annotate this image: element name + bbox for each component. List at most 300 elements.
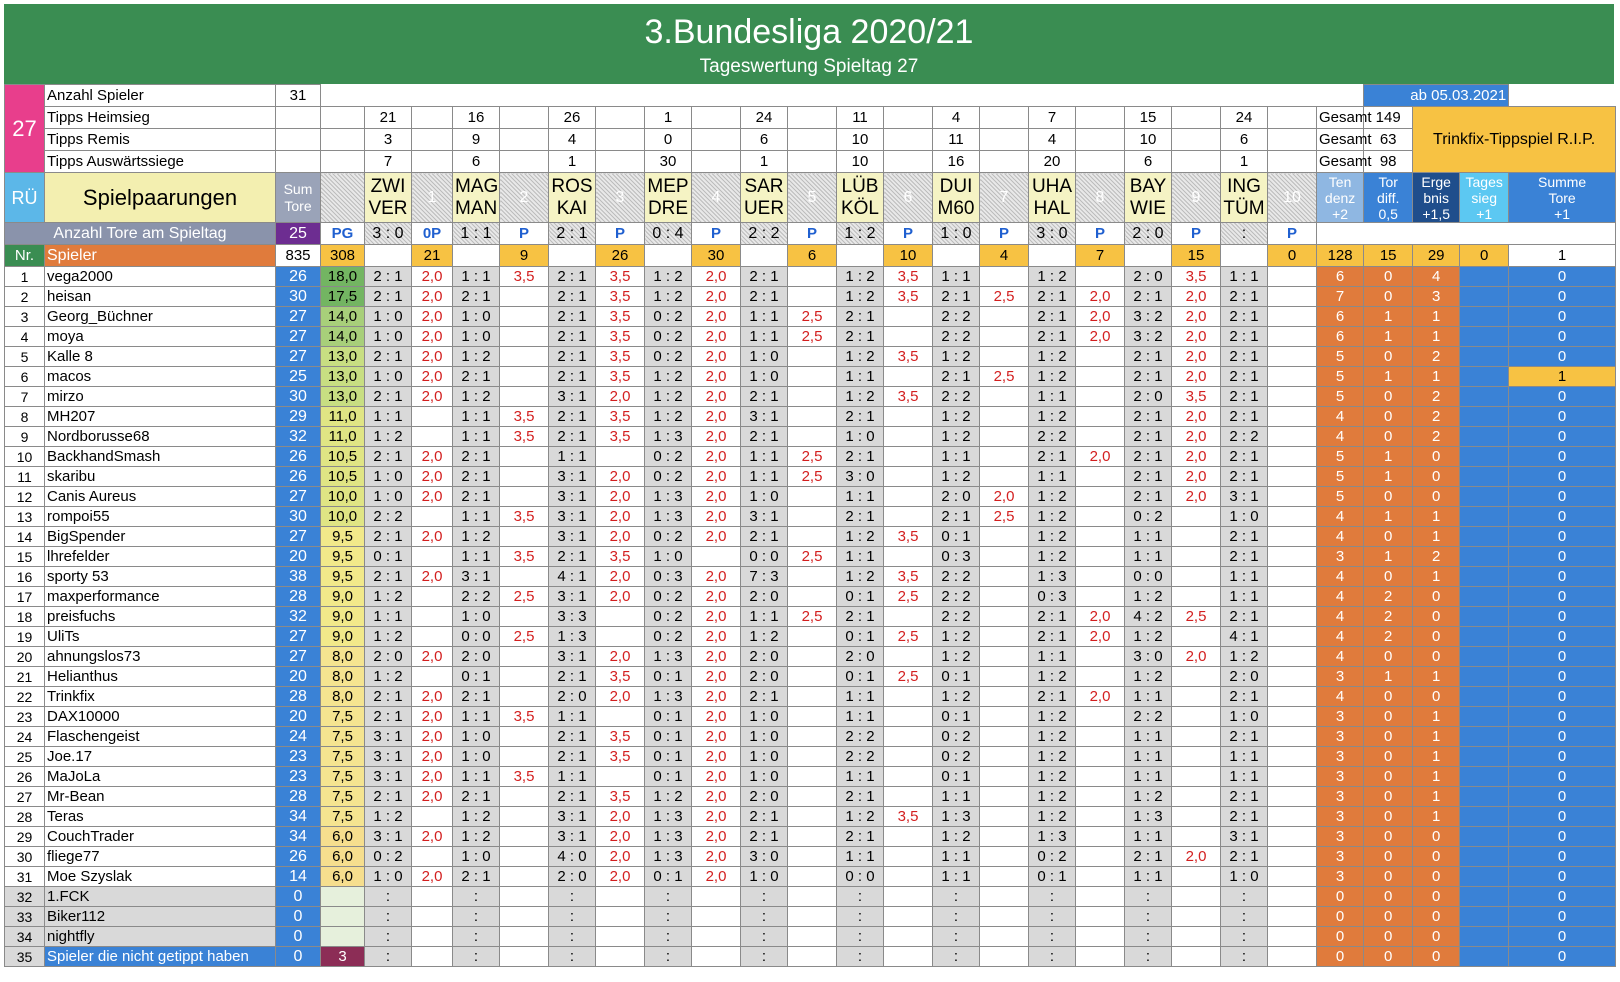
player-points bbox=[412, 807, 453, 827]
player-points: 2,0 bbox=[1076, 287, 1125, 307]
player-tip: 2 : 1 bbox=[741, 527, 788, 547]
player-bonus: 3 bbox=[1317, 787, 1364, 807]
tipps-value: 11 bbox=[933, 129, 980, 151]
player-bonus: 0 bbox=[1509, 307, 1616, 327]
player-tip: 2 : 1 bbox=[933, 507, 980, 527]
blank bbox=[1172, 151, 1221, 173]
player-bonus: 1 bbox=[1413, 367, 1460, 387]
player-points bbox=[788, 347, 837, 367]
player-points bbox=[980, 727, 1029, 747]
player-bonus: 3 bbox=[1317, 827, 1364, 847]
player-tip: 2 : 1 bbox=[365, 447, 412, 467]
blank bbox=[1172, 129, 1221, 151]
player-tip: 1 : 0 bbox=[741, 347, 788, 367]
player-points: 3,5 bbox=[596, 327, 645, 347]
player-bonus: 0 bbox=[1509, 447, 1616, 467]
player-tip: 1 : 0 bbox=[741, 767, 788, 787]
player-points bbox=[1268, 467, 1317, 487]
match-points-total: 15 bbox=[1172, 245, 1221, 267]
table-row bbox=[5, 387, 1616, 407]
player-tip: 0 : 1 bbox=[933, 667, 980, 687]
match-header bbox=[549, 173, 596, 223]
blank bbox=[276, 107, 321, 129]
away-team: DRE bbox=[647, 197, 689, 219]
player-points bbox=[1268, 347, 1317, 367]
player-tip: 1 : 1 bbox=[453, 707, 500, 727]
player-pg: 10,0 bbox=[321, 507, 365, 527]
player-tip: 2 : 1 bbox=[1029, 687, 1076, 707]
player-points bbox=[788, 807, 837, 827]
player-points: 2,0 bbox=[692, 467, 741, 487]
player-bonus: 0 bbox=[1509, 527, 1616, 547]
table-row bbox=[5, 85, 1616, 107]
player-points bbox=[412, 947, 453, 967]
blank bbox=[500, 129, 549, 151]
match-points-total: 6 bbox=[788, 245, 837, 267]
player-tip: 2 : 0 bbox=[549, 867, 596, 887]
player-tip: 1 : 0 bbox=[365, 307, 412, 327]
player-points: 2,0 bbox=[596, 827, 645, 847]
page-title: 3.Bundesliga 2020/21 bbox=[644, 13, 974, 51]
player-points: 2,5 bbox=[980, 367, 1029, 387]
player-points bbox=[1268, 767, 1317, 787]
player-bonus: 2 bbox=[1364, 627, 1413, 647]
match-header bbox=[933, 173, 980, 223]
player-name: macos bbox=[45, 367, 276, 387]
player-tip: 2 : 1 bbox=[365, 687, 412, 707]
player-points bbox=[1268, 327, 1317, 347]
player-tip: : bbox=[1125, 907, 1172, 927]
player-name: Biker112 bbox=[45, 907, 276, 927]
player-rank: 20 bbox=[5, 647, 45, 667]
player-points bbox=[884, 407, 933, 427]
points-marker: P bbox=[596, 223, 645, 245]
player-bonus bbox=[1460, 787, 1509, 807]
player-points: 2,0 bbox=[1172, 427, 1221, 447]
player-tip: 1 : 0 bbox=[453, 307, 500, 327]
player-points: 2,0 bbox=[1172, 347, 1221, 367]
player-rank: 35 bbox=[5, 947, 45, 967]
player-points bbox=[596, 947, 645, 967]
player-points bbox=[1076, 507, 1125, 527]
match-header bbox=[365, 173, 412, 223]
player-tip: : bbox=[837, 927, 884, 947]
player-points bbox=[596, 627, 645, 647]
player-bonus bbox=[1460, 507, 1509, 527]
player-points bbox=[1172, 807, 1221, 827]
player-pg: 13,0 bbox=[321, 347, 365, 367]
player-pg: 8,0 bbox=[321, 687, 365, 707]
player-points: 2,0 bbox=[692, 667, 741, 687]
player-tip: 3 : 1 bbox=[549, 807, 596, 827]
blank bbox=[412, 107, 453, 129]
player-bonus: 1 bbox=[1364, 307, 1413, 327]
player-tip: 1 : 2 bbox=[365, 627, 412, 647]
player-bonus: 6 bbox=[1317, 327, 1364, 347]
player-tip: 2 : 1 bbox=[549, 747, 596, 767]
player-points: 2,0 bbox=[692, 687, 741, 707]
player-points bbox=[500, 907, 549, 927]
player-bonus: 0 bbox=[1317, 927, 1364, 947]
table-row bbox=[5, 327, 1616, 347]
player-tip: 3 : 1 bbox=[741, 407, 788, 427]
player-tip: 2 : 1 bbox=[1221, 547, 1268, 567]
player-points bbox=[788, 507, 837, 527]
player-points: 2,0 bbox=[1172, 647, 1221, 667]
player-name: skaribu bbox=[45, 467, 276, 487]
player-points bbox=[596, 767, 645, 787]
player-bonus: 4 bbox=[1317, 567, 1364, 587]
player-points bbox=[500, 807, 549, 827]
player-tip: 1 : 1 bbox=[1125, 547, 1172, 567]
player-tip: 1 : 3 bbox=[645, 487, 692, 507]
player-name: Joe.17 bbox=[45, 747, 276, 767]
player-sum-tore: 30 bbox=[276, 387, 321, 407]
player-tip: 2 : 1 bbox=[741, 267, 788, 287]
page-subtitle: Tageswertung Spieltag 27 bbox=[699, 56, 919, 77]
tipps-label: Tipps Remis bbox=[45, 129, 276, 151]
player-sum-tore: 27 bbox=[276, 347, 321, 367]
player-points: 2,0 bbox=[412, 387, 453, 407]
player-name: Helianthus bbox=[45, 667, 276, 687]
player-bonus: 3 bbox=[1317, 767, 1364, 787]
blank bbox=[1317, 223, 1616, 245]
player-points: 3,5 bbox=[500, 767, 549, 787]
blank bbox=[321, 107, 365, 129]
player-tip: 0 : 0 bbox=[741, 547, 788, 567]
player-points: 2,0 bbox=[692, 747, 741, 767]
player-name: Canis Aureus bbox=[45, 487, 276, 507]
table-row bbox=[5, 287, 1616, 307]
player-tip: 1 : 2 bbox=[1221, 647, 1268, 667]
player-bonus: 0 bbox=[1509, 707, 1616, 727]
player-points: 3,5 bbox=[596, 547, 645, 567]
blank bbox=[1172, 107, 1221, 129]
player-pg bbox=[321, 907, 365, 927]
bonus-header-line: Tor bbox=[1378, 173, 1398, 190]
match-points-total: 30 bbox=[692, 245, 741, 267]
tipps-value: 24 bbox=[1221, 107, 1268, 129]
player-name: nightfly bbox=[45, 927, 276, 947]
player-tip: 1 : 1 bbox=[741, 607, 788, 627]
player-points bbox=[884, 787, 933, 807]
player-tip: : bbox=[453, 907, 500, 927]
player-tip: 2 : 1 bbox=[837, 827, 884, 847]
player-points bbox=[1172, 587, 1221, 607]
player-bonus: 0 bbox=[1364, 727, 1413, 747]
player-bonus: 5 bbox=[1317, 387, 1364, 407]
player-points bbox=[788, 567, 837, 587]
match-result: 2 : 0 bbox=[1125, 223, 1172, 245]
player-tip: 0 : 3 bbox=[645, 567, 692, 587]
player-tip: 0 : 1 bbox=[645, 767, 692, 787]
player-pg: 13,0 bbox=[321, 387, 365, 407]
blank bbox=[1076, 129, 1125, 151]
player-tip: 2 : 1 bbox=[1029, 287, 1076, 307]
player-points bbox=[1076, 267, 1125, 287]
player-points bbox=[692, 927, 741, 947]
player-pg: 10,0 bbox=[321, 487, 365, 507]
player-points bbox=[1268, 907, 1317, 927]
player-tip: 1 : 1 bbox=[1221, 767, 1268, 787]
player-tip: 3 : 1 bbox=[741, 507, 788, 527]
player-tip: : bbox=[741, 927, 788, 947]
gesamt-label: Gesamt bbox=[1317, 107, 1364, 129]
player-bonus bbox=[1460, 887, 1509, 907]
player-points bbox=[788, 827, 837, 847]
player-points bbox=[788, 867, 837, 887]
player-tip: 2 : 1 bbox=[549, 407, 596, 427]
blank bbox=[741, 245, 788, 267]
player-points bbox=[1268, 287, 1317, 307]
player-bonus bbox=[1460, 847, 1509, 867]
spielpaarungen-header: Spielpaarungen bbox=[45, 173, 276, 223]
blank bbox=[980, 129, 1029, 151]
player-points: 2,0 bbox=[692, 487, 741, 507]
player-tip: 1 : 2 bbox=[933, 407, 980, 427]
player-tip: 0 : 2 bbox=[1029, 847, 1076, 867]
player-bonus: 0 bbox=[1509, 467, 1616, 487]
player-points: 3,5 bbox=[596, 347, 645, 367]
player-points bbox=[1076, 727, 1125, 747]
player-tip: 1 : 2 bbox=[741, 627, 788, 647]
player-points bbox=[980, 587, 1029, 607]
hatch bbox=[321, 173, 365, 223]
player-points bbox=[788, 687, 837, 707]
away-team: WIE bbox=[1130, 197, 1166, 219]
player-tip: 1 : 2 bbox=[933, 827, 980, 847]
table-row bbox=[5, 427, 1616, 447]
bonus-total: 128 bbox=[1317, 245, 1364, 267]
player-tip: : bbox=[1125, 887, 1172, 907]
table-row bbox=[5, 887, 1616, 907]
player-tip: 2 : 1 bbox=[1221, 847, 1268, 867]
player-tip: 2 : 0 bbox=[1125, 387, 1172, 407]
player-points: 2,5 bbox=[788, 327, 837, 347]
player-points: 3,5 bbox=[500, 267, 549, 287]
player-bonus: 4 bbox=[1317, 687, 1364, 707]
player-points bbox=[1268, 507, 1317, 527]
player-pg: 7,5 bbox=[321, 727, 365, 747]
player-points: 2,0 bbox=[596, 807, 645, 827]
player-points bbox=[1268, 307, 1317, 327]
player-tip: 2 : 1 bbox=[1221, 307, 1268, 327]
player-tip: 1 : 2 bbox=[1029, 507, 1076, 527]
player-tip: 1 : 3 bbox=[1029, 567, 1076, 587]
player-bonus: 2 bbox=[1364, 587, 1413, 607]
table-row bbox=[5, 827, 1616, 847]
player-tip: 2 : 1 bbox=[1221, 727, 1268, 747]
player-points bbox=[884, 927, 933, 947]
gesamt-value: 149 bbox=[1364, 107, 1413, 129]
player-points bbox=[1172, 527, 1221, 547]
blank bbox=[692, 107, 741, 129]
player-tip: : bbox=[453, 887, 500, 907]
tipps-value: 6 bbox=[741, 129, 788, 151]
player-points bbox=[1172, 507, 1221, 527]
player-tip: 2 : 1 bbox=[1221, 387, 1268, 407]
tore-total: 25 bbox=[276, 223, 321, 245]
player-bonus: 1 bbox=[1413, 527, 1460, 547]
match-number: 8 bbox=[1076, 173, 1125, 223]
player-rank: 31 bbox=[5, 867, 45, 887]
player-points bbox=[500, 527, 549, 547]
player-tip: 3 : 0 bbox=[837, 467, 884, 487]
player-points: 2,0 bbox=[692, 587, 741, 607]
player-points bbox=[412, 407, 453, 427]
player-tip: 1 : 1 bbox=[453, 267, 500, 287]
tipps-value: 1 bbox=[1221, 151, 1268, 173]
player-tip: 3 : 1 bbox=[549, 507, 596, 527]
player-points: 2,0 bbox=[692, 527, 741, 547]
spieltag-badge: 27 bbox=[5, 85, 45, 173]
player-tip: 2 : 1 bbox=[741, 687, 788, 707]
player-bonus bbox=[1460, 667, 1509, 687]
player-rank: 17 bbox=[5, 587, 45, 607]
player-tip: 1 : 2 bbox=[1125, 667, 1172, 687]
player-name: moya bbox=[45, 327, 276, 347]
player-rank: 25 bbox=[5, 747, 45, 767]
player-tip: 1 : 1 bbox=[1221, 567, 1268, 587]
player-points bbox=[1268, 687, 1317, 707]
player-points bbox=[500, 287, 549, 307]
player-points: 2,0 bbox=[692, 507, 741, 527]
player-tip: 2 : 1 bbox=[1125, 287, 1172, 307]
player-bonus: 0 bbox=[1364, 647, 1413, 667]
player-points bbox=[1172, 887, 1221, 907]
player-points bbox=[1172, 867, 1221, 887]
player-name: mirzo bbox=[45, 387, 276, 407]
player-tip: 1 : 0 bbox=[453, 847, 500, 867]
player-points: 2,0 bbox=[692, 827, 741, 847]
player-tip: 2 : 1 bbox=[365, 387, 412, 407]
player-bonus bbox=[1460, 807, 1509, 827]
player-tip: 1 : 2 bbox=[933, 687, 980, 707]
player-bonus: 5 bbox=[1317, 347, 1364, 367]
player-points bbox=[788, 927, 837, 947]
player-points bbox=[1268, 387, 1317, 407]
table-row bbox=[5, 347, 1616, 367]
player-tip: 1 : 2 bbox=[837, 267, 884, 287]
player-tip: 1 : 1 bbox=[741, 307, 788, 327]
player-points bbox=[884, 947, 933, 967]
player-bonus: 0 bbox=[1413, 887, 1460, 907]
player-tip: : bbox=[365, 887, 412, 907]
table-row bbox=[5, 567, 1616, 587]
bonus-header-line: Erge bbox=[1421, 173, 1451, 190]
match-points-total: 4 bbox=[980, 245, 1029, 267]
player-name: fliege77 bbox=[45, 847, 276, 867]
player-pg: 8,0 bbox=[321, 647, 365, 667]
player-tip: 2 : 1 bbox=[453, 287, 500, 307]
player-points: 2,0 bbox=[412, 447, 453, 467]
blank bbox=[1076, 107, 1125, 129]
player-points bbox=[788, 947, 837, 967]
player-tip: 2 : 1 bbox=[549, 287, 596, 307]
player-points: 2,0 bbox=[412, 487, 453, 507]
player-tip: 1 : 1 bbox=[453, 427, 500, 447]
player-points: 2,0 bbox=[412, 267, 453, 287]
player-bonus: 0 bbox=[1509, 287, 1616, 307]
player-tip: 3 : 1 bbox=[549, 527, 596, 547]
player-tip: 1 : 3 bbox=[645, 687, 692, 707]
player-tip: 1 : 1 bbox=[549, 707, 596, 727]
player-bonus bbox=[1460, 907, 1509, 927]
player-bonus: 0 bbox=[1509, 827, 1616, 847]
player-tip: 2 : 1 bbox=[453, 867, 500, 887]
player-points bbox=[1268, 827, 1317, 847]
match-number: 1 bbox=[412, 173, 453, 223]
table-row bbox=[5, 367, 1616, 387]
player-tip: 1 : 1 bbox=[1125, 527, 1172, 547]
blank bbox=[788, 151, 837, 173]
player-points bbox=[788, 627, 837, 647]
player-tip: 1 : 2 bbox=[453, 347, 500, 367]
player-rank: 32 bbox=[5, 887, 45, 907]
player-points: 2,0 bbox=[596, 847, 645, 867]
player-rank: 9 bbox=[5, 427, 45, 447]
tipps-label: Tipps Heimsieg bbox=[45, 107, 276, 129]
player-name: Teras bbox=[45, 807, 276, 827]
player-tip: 2 : 2 bbox=[933, 587, 980, 607]
player-bonus: 0 bbox=[1509, 347, 1616, 367]
tipps-value: 7 bbox=[365, 151, 412, 173]
player-points: 2,0 bbox=[1076, 307, 1125, 327]
blank bbox=[500, 107, 549, 129]
player-points: 2,0 bbox=[412, 787, 453, 807]
player-points bbox=[980, 467, 1029, 487]
player-points: 2,0 bbox=[596, 647, 645, 667]
player-pg: 9,0 bbox=[321, 587, 365, 607]
tipps-value: 30 bbox=[645, 151, 692, 173]
player-tip: 2 : 2 bbox=[933, 327, 980, 347]
player-tip: 1 : 0 bbox=[1221, 507, 1268, 527]
player-tip: : bbox=[1029, 907, 1076, 927]
player-tip: 1 : 1 bbox=[453, 507, 500, 527]
bonus-total: 29 bbox=[1413, 245, 1460, 267]
player-tip: 2 : 1 bbox=[1221, 347, 1268, 367]
player-tip: 1 : 1 bbox=[933, 267, 980, 287]
bonus-header-line: Tages bbox=[1465, 173, 1503, 190]
player-points: 2,0 bbox=[692, 447, 741, 467]
player-bonus: 4 bbox=[1317, 627, 1364, 647]
player-points: 2,5 bbox=[500, 587, 549, 607]
player-tip: : bbox=[1221, 907, 1268, 927]
player-points bbox=[884, 887, 933, 907]
player-bonus: 0 bbox=[1413, 947, 1460, 967]
player-tip: 1 : 1 bbox=[549, 767, 596, 787]
player-tip: 0 : 2 bbox=[645, 527, 692, 547]
player-tip: 2 : 1 bbox=[365, 567, 412, 587]
player-tip: 1 : 1 bbox=[741, 467, 788, 487]
player-points: 3,5 bbox=[884, 347, 933, 367]
player-tip: 2 : 2 bbox=[1029, 427, 1076, 447]
player-points bbox=[412, 927, 453, 947]
player-tip: 1 : 0 bbox=[365, 467, 412, 487]
player-tip: 1 : 0 bbox=[1221, 707, 1268, 727]
player-tip: 1 : 1 bbox=[837, 367, 884, 387]
player-tip: 2 : 1 bbox=[1221, 527, 1268, 547]
player-tip: 2 : 1 bbox=[741, 287, 788, 307]
player-name: maxperformance bbox=[45, 587, 276, 607]
player-tip: 1 : 2 bbox=[453, 807, 500, 827]
player-rank: 21 bbox=[5, 667, 45, 687]
player-bonus bbox=[1460, 547, 1509, 567]
match-header bbox=[1221, 173, 1268, 223]
player-rank: 5 bbox=[5, 347, 45, 367]
player-name: vega2000 bbox=[45, 267, 276, 287]
player-points: 2,0 bbox=[692, 347, 741, 367]
